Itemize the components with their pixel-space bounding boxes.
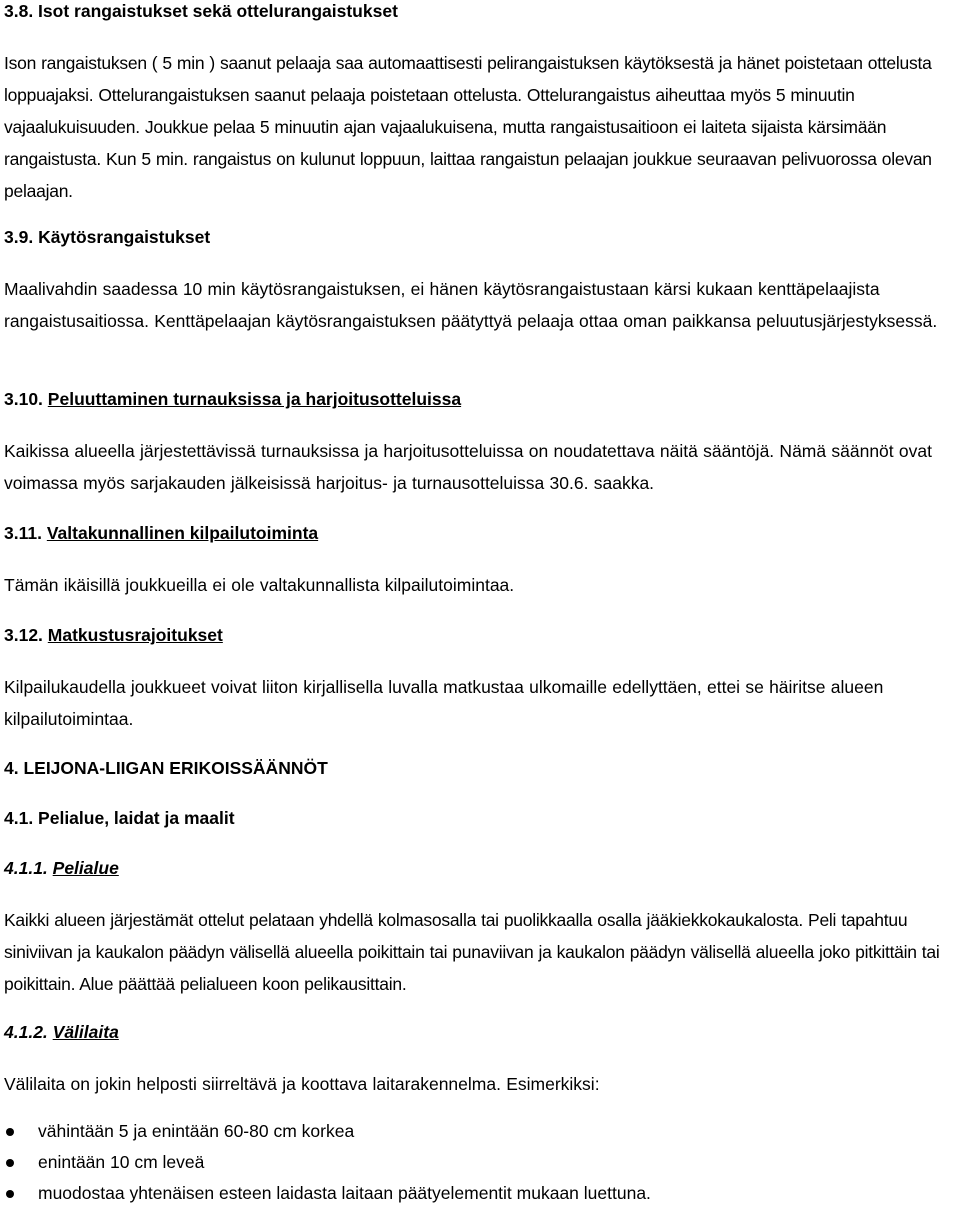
heading-number: 3.9. xyxy=(4,227,39,247)
heading-title: Välilaita xyxy=(52,1022,119,1042)
section-3-9 xyxy=(4,226,956,337)
paragraph-3-11: Tämän ikäisillä joukkueilla ei ole valtakunnallista kilpailutoimintaa. xyxy=(4,575,515,595)
heading-number: 3.11. xyxy=(4,523,47,543)
heading-title: Käytösrangaistukset xyxy=(38,227,211,247)
paragraph-3-9: Maalivahdin saadessa 10 min käytösrangaistuksen, ei hänen käytösrangaistustaan kärsi kukaan kenttäpelaajista rangaistusaitiossa. Kenttäpelaajan käytösrangaistuksen päätyttyä pelaaja ottaa oman paikkansa peluutusjärjestyksessä. xyxy=(4,279,938,331)
heading-title: Peluuttaminen turnauksissa ja harjoitusotteluissa xyxy=(47,389,462,409)
heading-title: Pelialue xyxy=(52,858,119,878)
list-item-text: enintään 10 cm leveä xyxy=(38,1152,205,1172)
heading-title: Matkustusrajoitukset xyxy=(47,625,223,645)
section-3-10 xyxy=(4,388,956,499)
section-3-11 xyxy=(4,522,956,601)
bullet-icon xyxy=(6,1159,14,1167)
heading-3-10 xyxy=(4,388,956,410)
paragraph-3-10: Kaikissa alueella järjestettävissä turnauksissa ja harjoitusotteluissa on noudatettava näitä sääntöjä. Nämä säännöt ovat voimassa myös sarjakauden jälkeisissä harjoitus- ja turnausotteluissa 30.6. saakka. xyxy=(4,441,932,493)
bullet-icon xyxy=(6,1190,14,1198)
heading-4: 4. LEIJONA-LIIGAN ERIKOISSÄÄNNÖT xyxy=(4,758,328,778)
list-item-text: muodostaa yhtenäisen esteen laidasta laitaan päätyelementit mukaan luettuna. xyxy=(38,1183,651,1203)
heading-3-11 xyxy=(4,522,956,544)
bullet-icon xyxy=(6,1128,14,1136)
list-item xyxy=(4,1147,956,1178)
heading-4-1-1 xyxy=(4,857,956,879)
heading-4-1-2 xyxy=(4,1021,956,1043)
section-3-8 xyxy=(4,0,956,207)
heading-4-1: 4.1. Pelialue, laidat ja maalit xyxy=(4,808,235,828)
list-item-text: vähintään 5 ja enintään 60-80 cm korkea xyxy=(38,1121,355,1141)
heading-3-8: 3.8. Isot rangaistukset sekä ottelurangaistukset xyxy=(4,1,398,21)
paragraph-3-8: Ison rangaistuksen ( 5 min ) saanut pelaaja saa automaattisesti pelirangaistuksen käytöksestä ja hänet poistetaan ottelusta loppuajaksi. Ottelurangaistuksen saanut pelaaja poistetaan ottelusta. Ottelurangaistus aiheuttaa myös 5 minuutin vajaalukuisuuden. Joukkue pelaa 5 minuutin ajan vajaalukuisena, mutta rangaistusaitioon ei laiteta sijaista kärsimään rangaistusta. Kun 5 min. rangaistus on kulunut loppuun, laittaa rangaistun pelaajan joukkue seuraavan pelivuorossa olevan pelaajan. xyxy=(4,53,932,201)
section-4 xyxy=(4,757,956,779)
heading-title: Valtakunnallinen kilpailutoiminta xyxy=(46,523,319,543)
heading-number: 3.10. xyxy=(4,389,48,409)
heading-number: 4.1.2. xyxy=(4,1022,53,1042)
section-3-12 xyxy=(4,624,956,735)
list-item xyxy=(4,1116,956,1147)
heading-number: 4.1.1. xyxy=(4,858,53,878)
paragraph-4-1-1: Kaikki alueen järjestämät ottelut pelataan yhdellä kolmasosalla tai puolikkaalla osalla jääkiekkokaukalosta. Peli tapahtuu siniviivan ja kaukalon päädyn välisellä alueella poikittain tai punaviivan ja kaukalon päädyn välisellä alueella joko pitkittäin tai poikittain. Alue päättää pelialueen koon pelikausittain. xyxy=(4,910,940,994)
section-4-1-1 xyxy=(4,857,956,1000)
list-item xyxy=(4,1178,956,1209)
heading-3-9 xyxy=(4,226,956,248)
heading-number: 3.12. xyxy=(4,625,48,645)
bullet-list xyxy=(4,1116,956,1209)
section-4-1-2 xyxy=(4,1021,956,1209)
section-4-1 xyxy=(4,807,956,829)
heading-3-12 xyxy=(4,624,956,646)
paragraph-4-1-2: Välilaita on jokin helposti siirreltävä ja koottava laitarakennelma. Esimerkiksi: xyxy=(4,1074,600,1094)
paragraph-3-12: Kilpailukaudella joukkueet voivat liiton kirjallisella luvalla matkustaa ulkomaille edellyttäen, ettei se häiritse alueen kilpailutoimintaa. xyxy=(4,677,884,729)
